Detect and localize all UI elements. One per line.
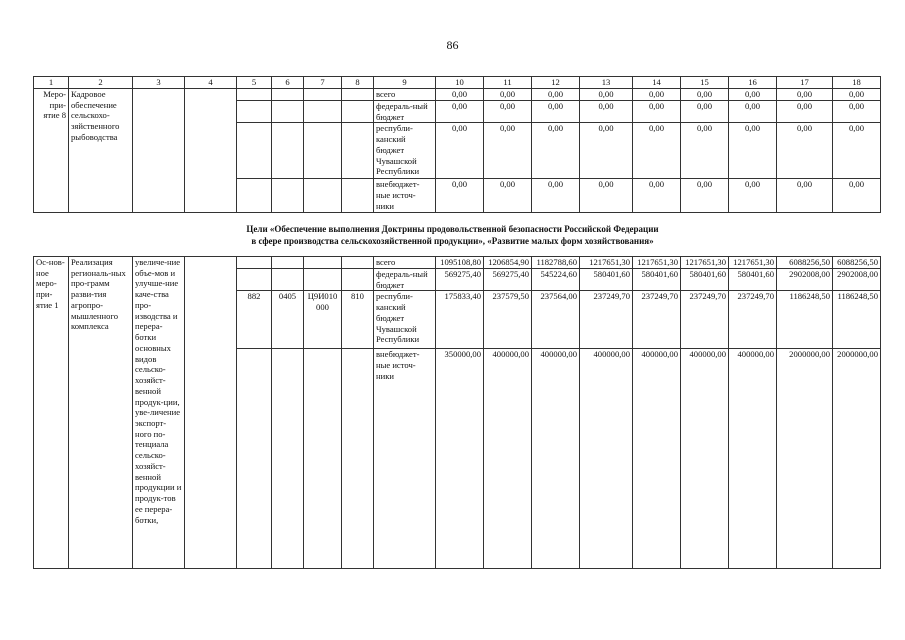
value-cell: 400000,00 [532,349,580,569]
funding-source: республи-канский бюджет Чувашской Республики [374,291,436,349]
code-cell: 882 [237,291,272,349]
funding-source: федераль-ный бюджет [374,101,436,123]
empty-cell [342,349,374,569]
funding-source: федераль-ный бюджет [374,269,436,291]
value-cell: 545224,60 [532,269,580,291]
page-number: 86 [446,38,459,52]
empty-cell [342,257,374,269]
value-cell: 0,00 [633,89,681,101]
table-row [34,257,881,269]
value-cell: 0,00 [580,123,633,179]
value-cell: 0,00 [436,179,484,213]
value-cell: 1217651,30 [729,257,777,269]
value-cell: 400000,00 [729,349,777,569]
empty-cell [272,269,304,291]
value-cell: 400000,00 [580,349,633,569]
value-cell: 0,00 [532,179,580,213]
value-cell: 237249,70 [580,291,633,349]
col-num: 8 [342,77,374,89]
column-number-row [34,77,881,89]
value-cell: 237564,00 [532,291,580,349]
value-cell: 350000,00 [436,349,484,569]
value-cell: 400000,00 [633,349,681,569]
empty-cell [304,257,342,269]
value-cell: 237579,50 [484,291,532,349]
value-cell: 0,00 [681,89,729,101]
col-num: 9 [374,77,436,89]
col-num: 15 [681,77,729,89]
empty-cell [237,349,272,569]
value-cell: 0,00 [681,101,729,123]
empty-cell [342,179,374,213]
value-cell: 1217651,30 [580,257,633,269]
col-num: 17 [777,77,833,89]
value-cell: 6088256,50 [777,257,833,269]
value-cell: 0,00 [532,89,580,101]
empty-cell [237,123,272,179]
empty-cell [185,257,237,569]
empty-cell [342,101,374,123]
col-num: 12 [532,77,580,89]
value-cell: 0,00 [532,123,580,179]
activity-name: Кадровое обеспечение сельскохо-зяйственного рыбоводства [69,89,133,213]
value-cell: 0,00 [532,101,580,123]
value-cell: 237249,70 [633,291,681,349]
col-num: 11 [484,77,532,89]
value-cell: 0,00 [484,89,532,101]
value-cell: 0,00 [436,101,484,123]
funding-source: внебюджет-ные источ-ники [374,349,436,569]
value-cell: 0,00 [484,179,532,213]
col-num: 5 [237,77,272,89]
empty-cell [272,101,304,123]
value-cell: 0,00 [484,123,532,179]
col-num: 1 [34,77,69,89]
value-cell: 1095108,80 [436,257,484,269]
table-row [34,89,881,101]
col-num: 16 [729,77,777,89]
value-cell: 0,00 [436,123,484,179]
activity-goal: увеличе-ние объе-мов и улучше-ние каче-ства про-изводства и перера-ботки основных видов сельско-хозяйст-венной продук-ции, уве-личение экспорт-ного по-тенциала сельско-хозяйст-венной продукции и продук-тов ее перера-ботки, [133,257,185,569]
value-cell: 2000000,00 [777,349,833,569]
empty-cell [185,89,237,213]
value-cell: 0,00 [633,179,681,213]
value-cell: 0,00 [729,89,777,101]
col-num: 3 [133,77,185,89]
goal-heading [0,223,905,247]
empty-cell [237,269,272,291]
empty-cell [304,101,342,123]
value-cell: 0,00 [729,179,777,213]
value-cell: 0,00 [729,123,777,179]
empty-cell [304,269,342,291]
funding-source: всего [374,89,436,101]
empty-cell [272,179,304,213]
code-cell: 810 [342,291,374,349]
value-cell: 0,00 [833,123,881,179]
value-cell: 0,00 [833,89,881,101]
budget-table-top [33,76,881,213]
empty-cell [237,89,272,101]
value-cell: 580401,60 [729,269,777,291]
empty-cell [342,89,374,101]
value-cell: 400000,00 [484,349,532,569]
value-cell: 580401,60 [681,269,729,291]
value-cell: 569275,40 [484,269,532,291]
empty-cell [342,269,374,291]
value-cell: 0,00 [777,179,833,213]
empty-cell [237,257,272,269]
value-cell: 2000000,00 [833,349,881,569]
goal-heading-line: Цели «Обеспечение выполнения Доктрины продовольственной безопасности Российской Федерации [246,224,659,234]
col-num: 14 [633,77,681,89]
empty-cell [272,257,304,269]
code-cell: Ц9И010000 [304,291,342,349]
col-num: 4 [185,77,237,89]
value-cell: 0,00 [580,179,633,213]
value-cell: 0,00 [729,101,777,123]
empty-cell [272,89,304,101]
value-cell: 175833,40 [436,291,484,349]
funding-source: всего [374,257,436,269]
value-cell: 1182788,60 [532,257,580,269]
value-cell: 580401,60 [580,269,633,291]
goal-heading-line: в сфере производства сельскохозяйственной продукции», «Развитие малых форм хозяйствования» [251,236,654,246]
empty-cell [304,123,342,179]
col-num: 13 [580,77,633,89]
col-num: 2 [69,77,133,89]
value-cell: 0,00 [580,89,633,101]
value-cell: 1186248,50 [833,291,881,349]
value-cell: 0,00 [681,179,729,213]
value-cell: 0,00 [777,123,833,179]
empty-cell [272,123,304,179]
col-num: 6 [272,77,304,89]
empty-cell [237,101,272,123]
activity-label: Меро-при-ятие 8 [34,89,69,213]
col-num: 10 [436,77,484,89]
value-cell: 0,00 [484,101,532,123]
value-cell: 0,00 [633,101,681,123]
empty-cell [342,123,374,179]
col-num: 18 [833,77,881,89]
value-cell: 0,00 [833,179,881,213]
value-cell: 0,00 [833,101,881,123]
value-cell: 0,00 [681,123,729,179]
value-cell: 580401,60 [633,269,681,291]
value-cell: 0,00 [436,89,484,101]
empty-cell [304,89,342,101]
value-cell: 0,00 [777,89,833,101]
code-cell: 0405 [272,291,304,349]
value-cell: 1186248,50 [777,291,833,349]
value-cell: 0,00 [777,101,833,123]
value-cell: 2902008,00 [777,269,833,291]
col-num: 7 [304,77,342,89]
empty-cell [304,179,342,213]
value-cell: 1217651,30 [681,257,729,269]
value-cell: 1206854,90 [484,257,532,269]
empty-cell [272,349,304,569]
value-cell: 6088256,50 [833,257,881,269]
empty-cell [304,349,342,569]
activity-label: Ос-нов-ное меро-при-ятие 1 [34,257,69,569]
value-cell: 569275,40 [436,269,484,291]
funding-source: республи-канский бюджет Чувашской Республики [374,123,436,179]
funding-source: внебюджет-ные источ-ники [374,179,436,213]
value-cell: 0,00 [633,123,681,179]
value-cell: 1217651,30 [633,257,681,269]
value-cell: 237249,70 [681,291,729,349]
value-cell: 237249,70 [729,291,777,349]
value-cell: 400000,00 [681,349,729,569]
activity-name: Реализация региональ-ных про-грамм разви-тия агропро-мышленного комплекса [69,257,133,569]
empty-cell [237,179,272,213]
value-cell: 2902008,00 [833,269,881,291]
empty-cell [133,89,185,213]
value-cell: 0,00 [580,101,633,123]
budget-table-bottom [33,256,881,569]
